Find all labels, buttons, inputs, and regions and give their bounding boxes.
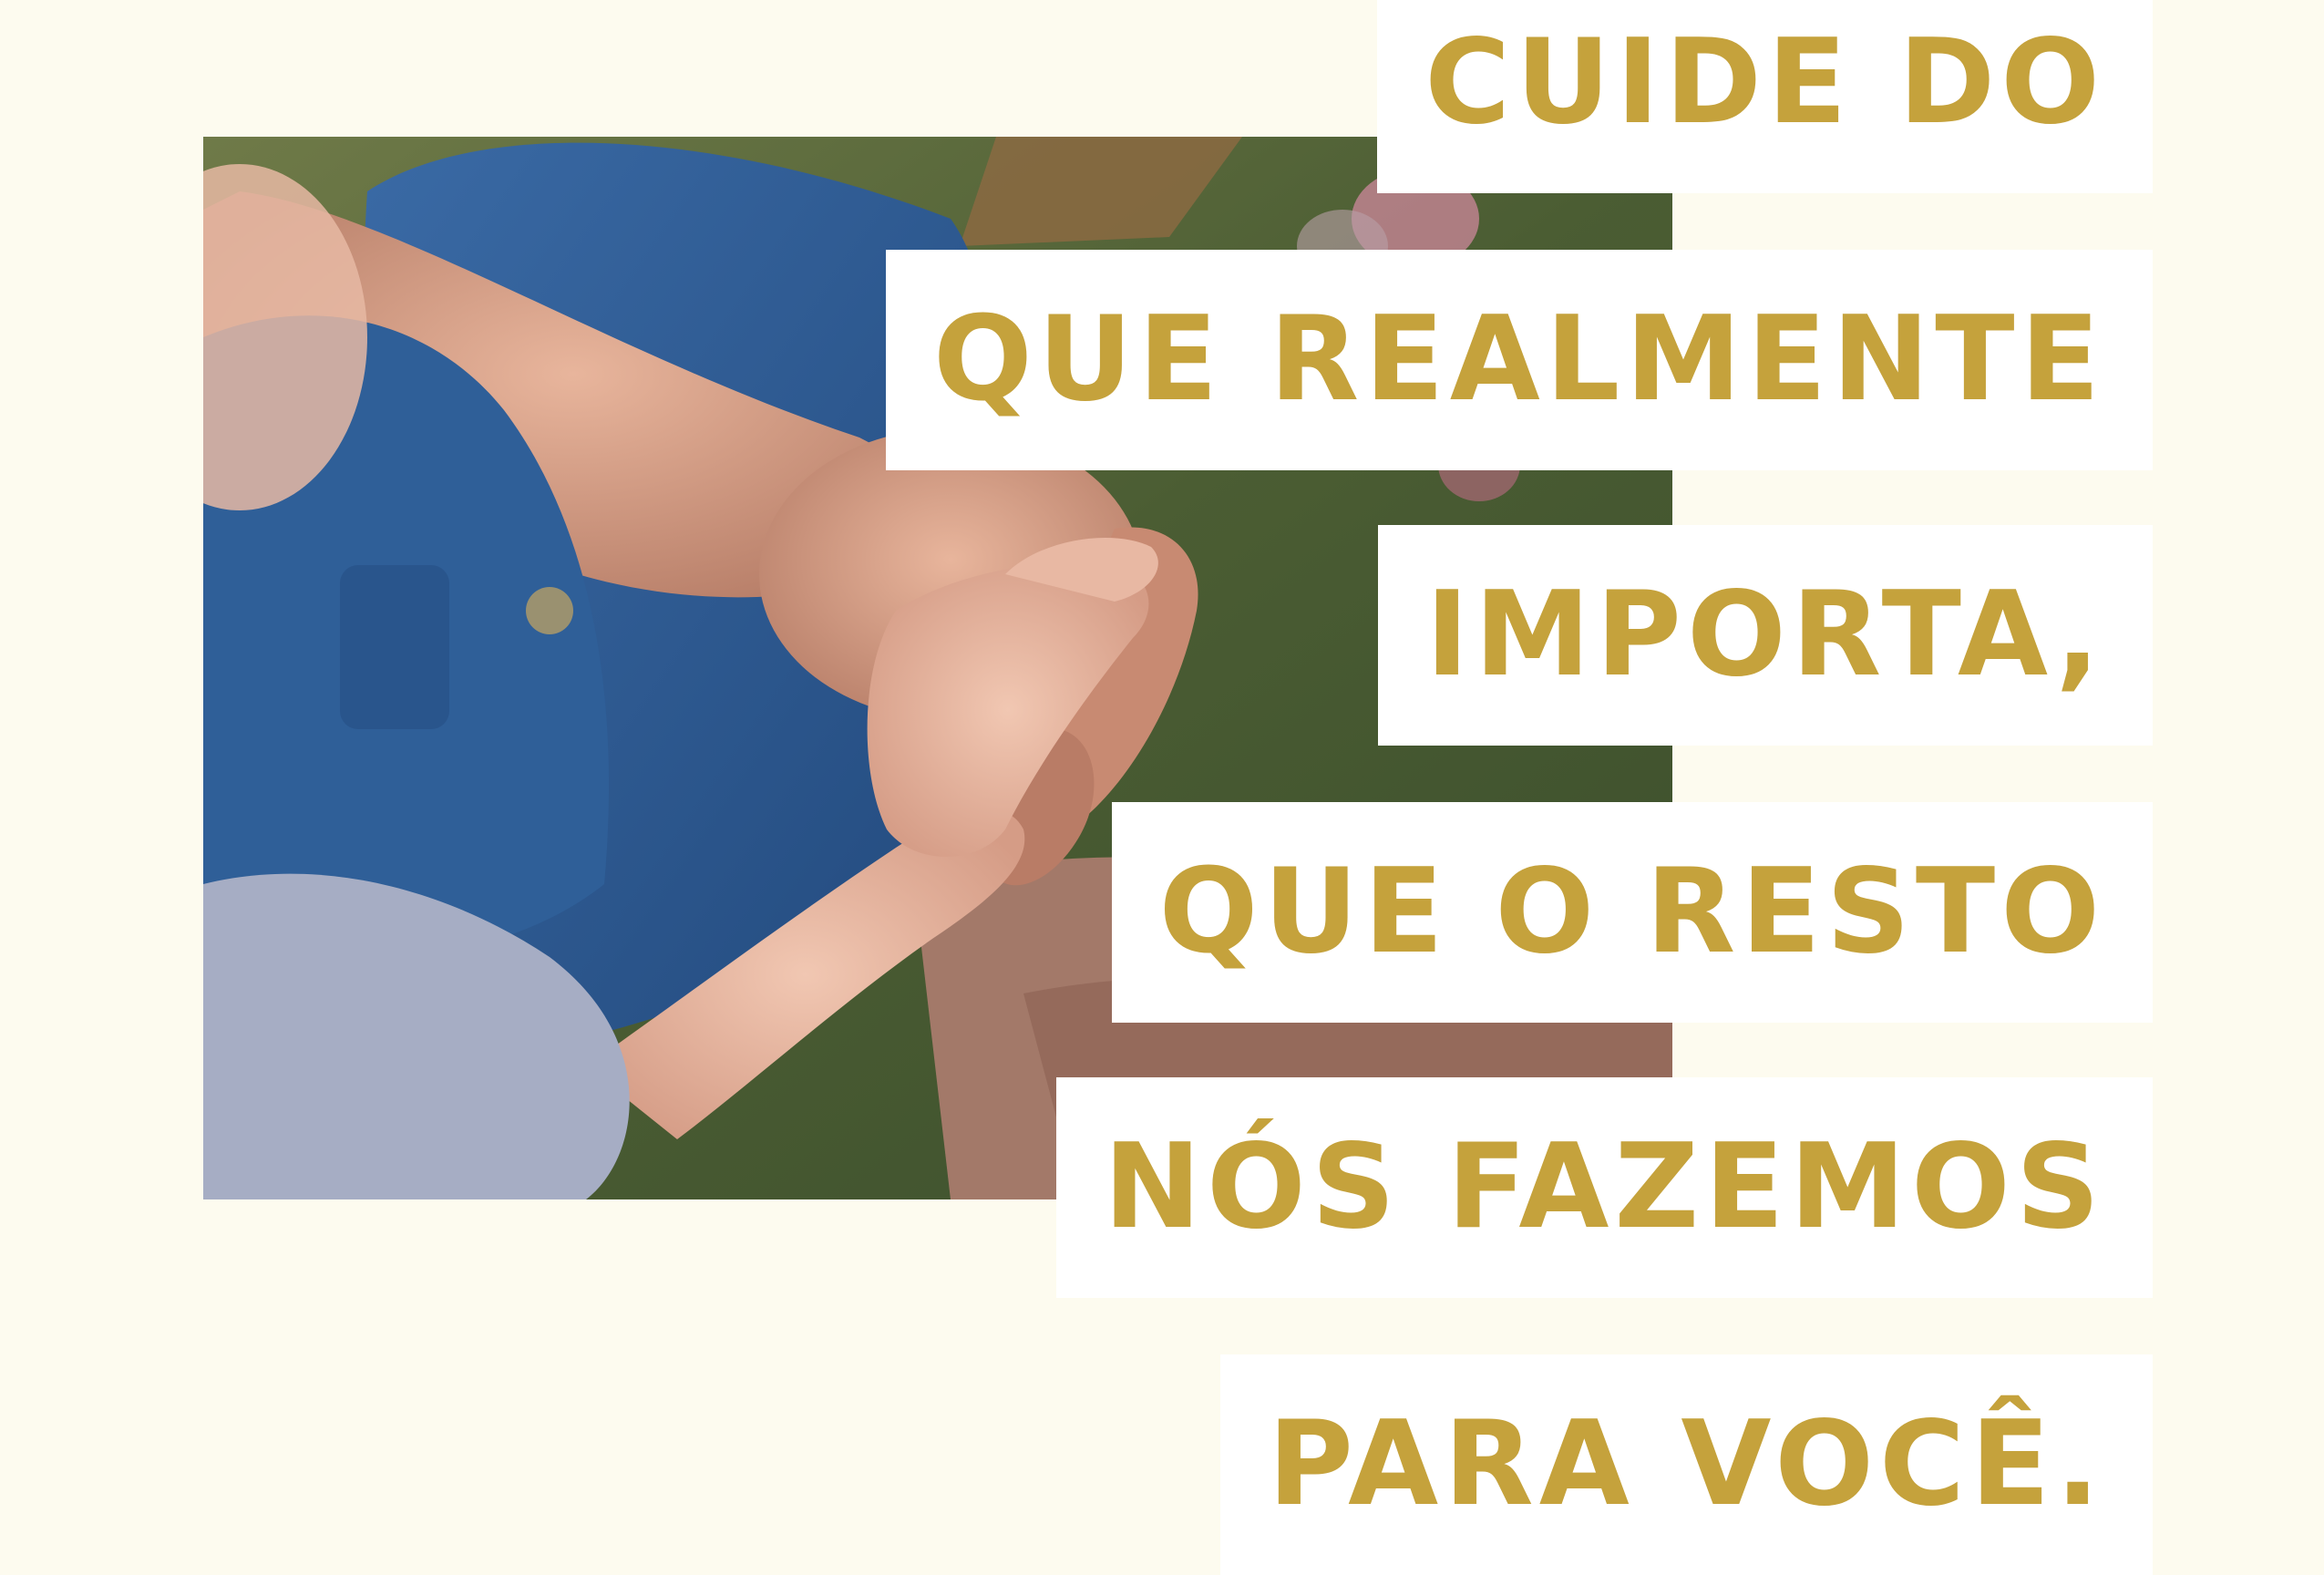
headline-line-2-text: QUE REALMENTE: [932, 292, 2105, 427]
headline-line-5: [1056, 1077, 2153, 1298]
headline-line-5-text: NÓS FAZEMOS: [1103, 1119, 2105, 1255]
headline-line-3-text: IMPORTA,: [1425, 567, 2105, 703]
headline-line-1: [1377, 0, 2153, 193]
headline-line-6: [1220, 1354, 2153, 1575]
headline-line-2: [886, 250, 2153, 470]
headline-line-4: [1112, 802, 2153, 1023]
headline-line-3: [1378, 525, 2153, 746]
headline-line-4-text: QUE O RESTO: [1158, 844, 2105, 980]
headline-line-6-text: PARA VOCÊ.: [1268, 1396, 2105, 1532]
headline-line-1-text: CUIDE DO: [1424, 15, 2105, 150]
